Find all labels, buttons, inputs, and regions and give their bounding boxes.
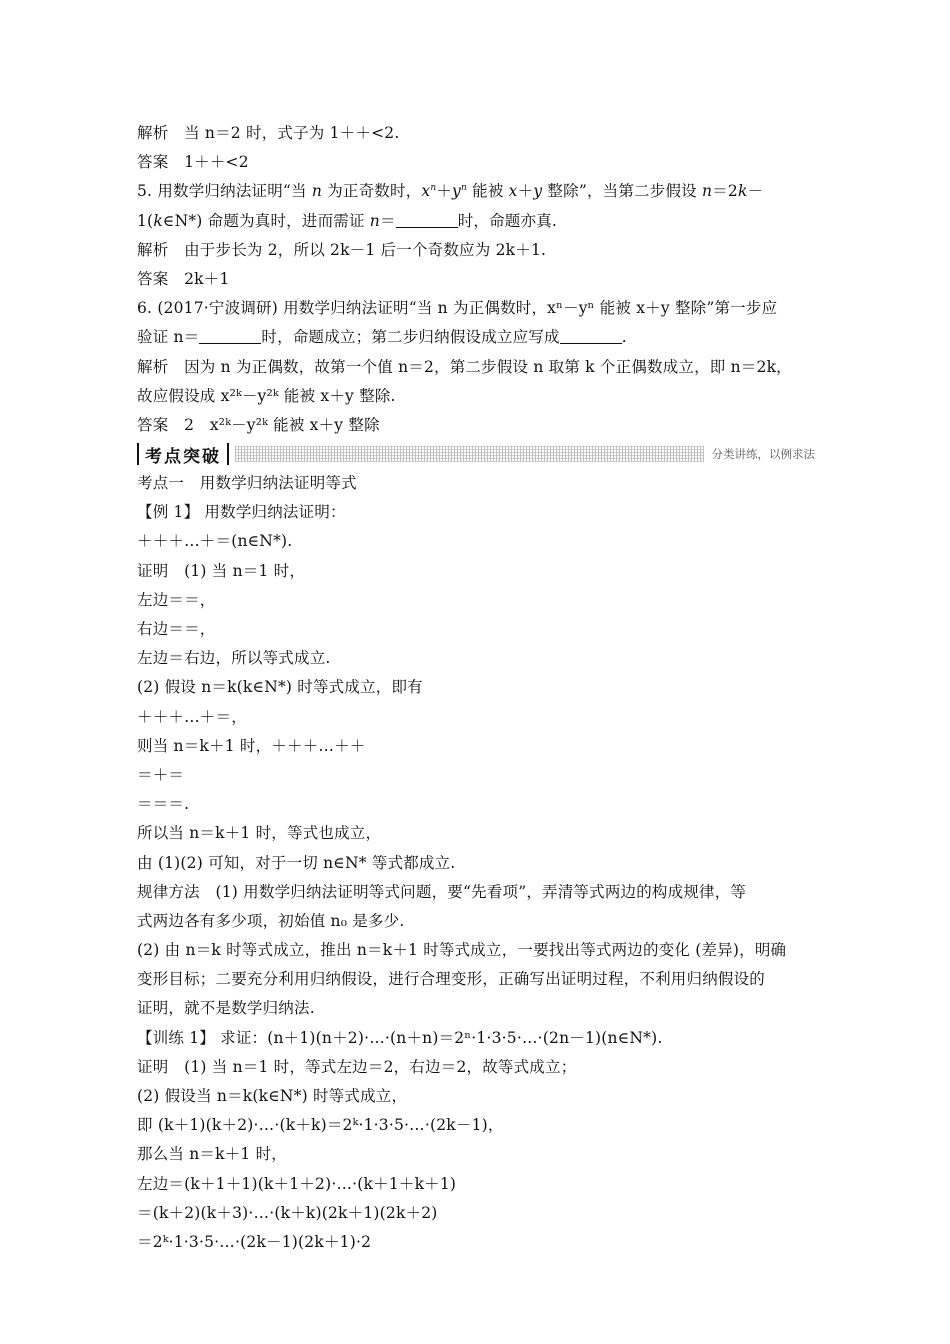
body-line: 右边＝＝， [137,620,216,638]
body-line: 左边＝(k＋1＋1)(k＋1＋2)·…·(k＋1＋k＋1) [137,1174,457,1193]
body-line: ＝(k＋2)(k＋3)·…·(k＋k)(2k＋1)(2k＋2) [137,1203,438,1222]
body-line: (2) 由 n＝k 时等式成立，推出 n＝k＋1 时等式成立，一要找出等式两边的变化 (差异)，明确 [137,941,787,960]
body-lines [137,469,817,1257]
body-line: 式两边各有多少项，初始值 n₀ 是多少. [137,911,405,930]
body-line: 所以当 n＝k＋1 时，等式也成立， [137,824,382,843]
body-line: (2) 假设当 n＝k(k∈N*) 时等式成立， [137,1087,408,1105]
body-line: (2) 假设 n＝k(k∈N*) 时等式成立，即有 [137,678,423,697]
body-line: 变形目标；二要充分利用归纳假设，进行合理变形，正确写出证明过程，不利用归纳假设的 [137,970,766,989]
answer-blank [199,329,261,344]
question-6-line-2: 验证 n＝ 时，命题成立；第二步归纳假设成立应写成 . [137,328,627,347]
body-line: 证明 (1) 当 n＝1 时， [137,561,306,580]
body-line: 证明，就不是数学归纳法. [137,999,315,1018]
body-line: ＋＋＋…＋＝(n∈N*). [137,532,293,551]
body-line: ＋＋＋…＋＝， [137,707,247,726]
body-line: 左边＝右边，所以等式成立. [137,649,331,668]
body-line: 则当 n＝k＋1 时，＋＋＋…＋＋ [137,736,366,755]
section-bar-mark [137,443,139,465]
section-title: 考点突破 [145,446,221,467]
question-5-line-2: 1(k∈N*) 命题为真时，进而需证 n＝ 时，命题亦真. [137,211,558,230]
question-6-answer: 答案 2 x²ᵏ－y²ᵏ 能被 x＋y 整除 [137,415,380,434]
text-line: 解析 当 n＝2 时，式子为 1＋＋<2. [137,124,400,142]
text-line: 答案 1＋＋<2 [137,153,249,172]
question-6-line-1: 6. (2017·宁波调研) 用数学归纳法证明“当 n 为正偶数时，xⁿ－yⁿ 能被 x＋y 整除”第一步应 [137,299,778,318]
document-page [137,119,817,1257]
answer-blank [396,213,458,228]
section-pattern [235,446,817,462]
body-line: ＝＝＝. [137,795,190,814]
body-line: 左边＝＝， [137,590,216,609]
answer-blank [560,329,622,344]
question-5-line-1: 5. 用数学归纳法证明“当 n 为正奇数时，$x^n+y^n$ 能被 x＋y 整除”，当第二步假设 n＝2k－ [137,182,764,201]
section-bar-mark [227,443,229,465]
question-6-analysis-2: 故应假设成 x²ᵏ－y²ᵏ 能被 x＋y 整除. [137,386,396,405]
question-5-answer: 答案 2k＋1 [137,269,230,288]
body-line: 规律方法 (1) 用数学归纳法证明等式问题，要“先看项”，弄清等式两边的构成规律，等 [137,882,747,901]
body-line: ＝＋＝ [137,765,185,784]
section-header-bar [137,441,817,467]
body-line: 考点一 用数学归纳法证明等式 [137,474,357,493]
body-line: 由 (1)(2) 可知，对于一切 n∈N* 等式都成立. [137,853,456,872]
body-line: 即 (k＋1)(k＋2)·…·(k＋k)＝2ᵏ·1·3·5·…·(2k－1)， [137,1116,504,1135]
body-line: 那么当 n＝k＋1 时， [137,1145,287,1164]
body-line: 【训练 1】 求证：(n＋1)(n＋2)·…·(n＋n)＝2ⁿ·1·3·5·…·(2n－1)(n∈N*). [137,1028,663,1047]
body-line: ＝2ᵏ·1·3·5·…·(2k－1)(2k＋1)·2 [137,1232,372,1251]
section-tagline: 分类讲练，以例求法 [704,446,818,462]
question-5-analysis: 解析 由于步长为 2，所以 2k－1 后一个奇数应为 2k＋1. [137,240,547,259]
question-6-analysis-1: 解析 因为 n 为正偶数，故第一个值 n＝2，第二步假设 n 取第 k 个正偶数成立，即 n＝2k， [137,357,792,376]
body-line: 【例 1】 用数学归纳法证明： [137,503,346,522]
body-line: 证明 (1) 当 n＝1 时，等式左边＝2，右边＝2，故等式成立； [137,1057,577,1076]
